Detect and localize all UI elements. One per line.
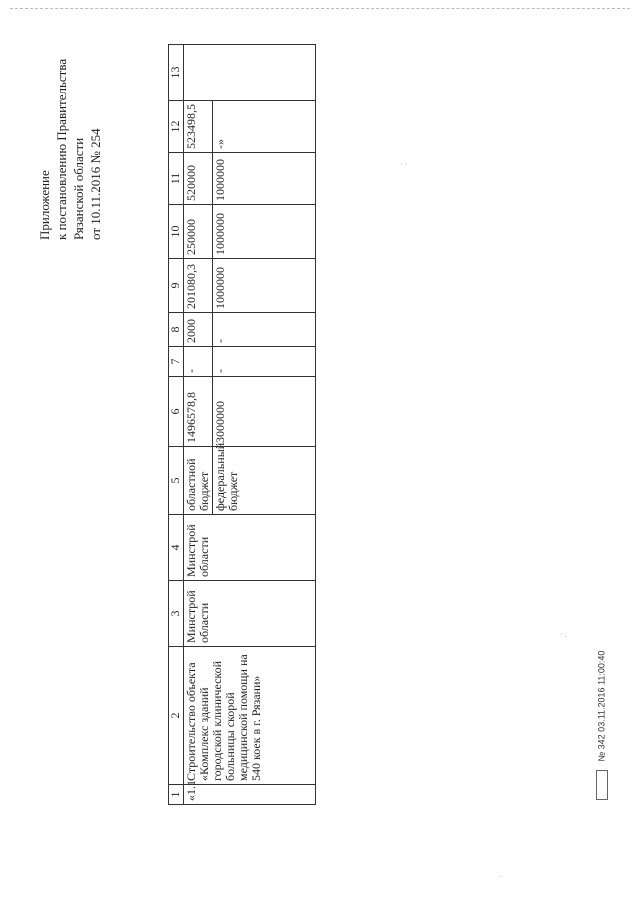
scan-noise: · · (400, 160, 408, 169)
empty-cell (184, 45, 316, 101)
row-number-cell: «1.1 (184, 785, 316, 805)
value-cell: 1000000 (213, 259, 316, 313)
column-number: 10 (169, 205, 184, 259)
column-number: 5 (169, 447, 184, 515)
column-number: 8 (169, 313, 184, 347)
column-number: 4 (169, 515, 184, 581)
column-number: 1 (169, 785, 184, 805)
table-header-row (169, 45, 184, 805)
heading-line-appendix: Приложение (37, 170, 52, 240)
customer-cell: Минстрой области (184, 581, 316, 647)
executor-cell: Минстрой области (184, 515, 316, 581)
value-cell: 3000000 (213, 377, 316, 447)
table-row (184, 45, 213, 805)
column-number: 3 (169, 581, 184, 647)
value-cell: 1496578,8 (184, 377, 213, 447)
value-cell: - (213, 347, 316, 377)
heading-line-resolution: к постановлению Правительства (54, 58, 69, 240)
scan-edge-line (10, 8, 630, 9)
registration-stamp (596, 651, 608, 800)
funding-source-cell: федеральный бюджет (213, 447, 316, 515)
scan-noise: . (500, 870, 502, 879)
value-cell: 1000000 (213, 205, 316, 259)
document-heading (36, 40, 106, 240)
scan-noise: · . (560, 630, 567, 639)
column-number: 12 (169, 101, 184, 153)
value-cell: -» (213, 101, 316, 153)
value-cell: 1000000 (213, 153, 316, 205)
column-number: 2 (169, 647, 184, 785)
heading-line-region: Рязанской области (71, 137, 86, 240)
column-number: 11 (169, 153, 184, 205)
appendix-table (168, 45, 308, 805)
value-cell: 250000 (184, 205, 213, 259)
value-cell: 523498,5 (184, 101, 213, 153)
column-number: 13 (169, 45, 184, 101)
funding-source-cell: областной бюджет (184, 447, 213, 515)
column-number: 6 (169, 377, 184, 447)
column-number: 7 (169, 347, 184, 377)
stamp-logo-icon (596, 770, 608, 800)
registration-number: № 342 03.11.2016 11:00:40 (596, 650, 607, 762)
value-cell: 520000 (184, 153, 213, 205)
value-cell: - (184, 347, 213, 377)
column-number: 9 (169, 259, 184, 313)
value-cell: - (213, 313, 316, 347)
value-cell: 201080,3 (184, 259, 213, 313)
value-cell: 2000 (184, 313, 213, 347)
heading-line-date-number: от 10.11.2016 № 254 (88, 128, 103, 240)
object-name-cell: Строительство объекта «Комплекс зданий городской клинической больницы скорой медицинской помощи на 540 коек в г. Рязани» (184, 647, 316, 785)
